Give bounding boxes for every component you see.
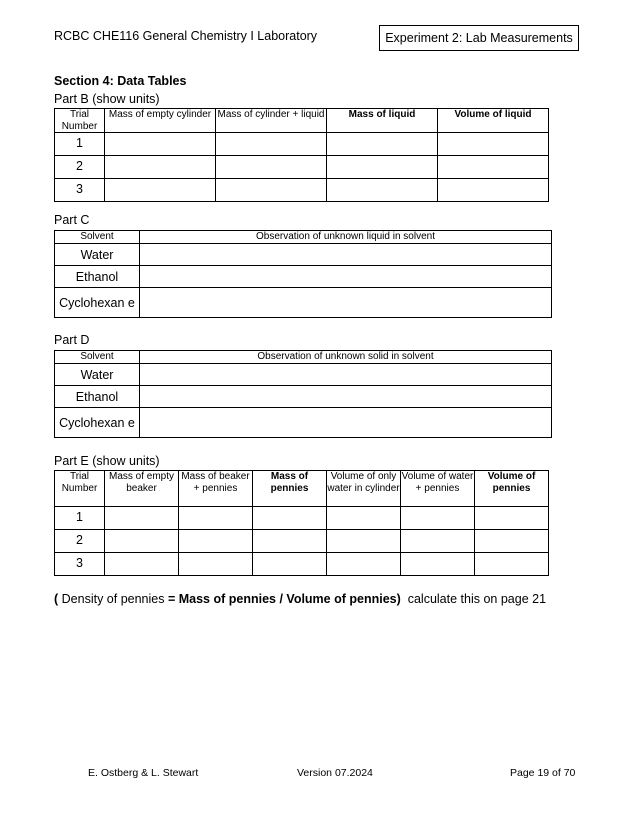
- trial-number: 2: [55, 530, 105, 553]
- header-cell: Mass of cylinder + liquid: [216, 109, 327, 133]
- header-cell: Mass of pennies: [253, 471, 327, 507]
- header-cell: Mass of empty cylinder: [105, 109, 216, 133]
- data-cell[interactable]: [253, 507, 327, 530]
- data-cell[interactable]: [438, 179, 549, 202]
- data-cell[interactable]: [401, 530, 475, 553]
- table-header-row: [55, 471, 549, 507]
- part-d-label: Part D: [54, 333, 90, 347]
- part-c-table: [54, 230, 552, 318]
- data-cell[interactable]: [475, 553, 549, 576]
- table-row: [55, 288, 552, 318]
- data-cell[interactable]: [327, 530, 401, 553]
- data-cell[interactable]: [438, 133, 549, 156]
- data-cell[interactable]: [438, 156, 549, 179]
- course-title: RCBC CHE116 General Chemistry I Laboratory: [54, 29, 318, 43]
- data-cell[interactable]: [105, 553, 179, 576]
- data-cell[interactable]: [105, 156, 216, 179]
- data-cell[interactable]: [216, 156, 327, 179]
- table-row: [55, 530, 549, 553]
- part-b-label: Part B (show units): [54, 92, 160, 106]
- data-cell[interactable]: [105, 179, 216, 202]
- data-cell[interactable]: [216, 133, 327, 156]
- table-row: [55, 179, 549, 202]
- table-header-row: [55, 351, 552, 364]
- trial-number: 1: [55, 507, 105, 530]
- data-cell[interactable]: [401, 553, 475, 576]
- trial-number: 2: [55, 156, 105, 179]
- header-cell: Mass of liquid: [327, 109, 438, 133]
- data-cell[interactable]: [105, 507, 179, 530]
- table-row: [55, 133, 549, 156]
- density-instruction: [54, 592, 546, 606]
- header-cell: Solvent: [55, 351, 140, 364]
- table-row: [55, 266, 552, 288]
- observation-cell[interactable]: [140, 408, 552, 438]
- part-e-table: [54, 470, 549, 576]
- solvent-label: Ethanol: [55, 386, 140, 408]
- solvent-label: Cyclohexan e: [55, 288, 140, 318]
- header-cell: Volume of only water in cylinder: [327, 471, 401, 507]
- footer-page: Page 19 of 70: [510, 767, 576, 779]
- table-row: [55, 408, 552, 438]
- header-cell: Trial Number: [55, 109, 105, 133]
- part-b-table: [54, 108, 549, 202]
- trial-number: 1: [55, 133, 105, 156]
- data-cell[interactable]: [105, 133, 216, 156]
- header-cell: Observation of unknown solid in solvent: [140, 351, 552, 364]
- density-tail: calculate this on page 21: [400, 592, 547, 606]
- density-lead: Density of pennies: [58, 592, 168, 606]
- header-cell: Volume of pennies: [475, 471, 549, 507]
- solvent-label: Water: [55, 364, 140, 386]
- table-row: [55, 364, 552, 386]
- header-cell: Mass of beaker + pennies: [179, 471, 253, 507]
- table-row: [55, 507, 549, 530]
- solvent-label: Cyclohexan e: [55, 408, 140, 438]
- header-cell: Mass of empty beaker: [105, 471, 179, 507]
- header-cell: Volume of liquid: [438, 109, 549, 133]
- part-d-table: [54, 350, 552, 438]
- data-cell[interactable]: [253, 530, 327, 553]
- data-cell[interactable]: [179, 507, 253, 530]
- observation-cell[interactable]: [140, 364, 552, 386]
- data-cell[interactable]: [327, 507, 401, 530]
- table-header-row: [55, 231, 552, 244]
- part-e-label: Part E (show units): [54, 454, 160, 468]
- data-cell[interactable]: [216, 179, 327, 202]
- table-header-row: [55, 109, 549, 133]
- data-cell[interactable]: [327, 179, 438, 202]
- data-cell[interactable]: [179, 553, 253, 576]
- density-open: (: [54, 592, 59, 606]
- footer-version: Version 07.2024: [297, 767, 373, 779]
- header-cell: Observation of unknown liquid in solvent: [140, 231, 552, 244]
- footer-authors: E. Ostberg & L. Stewart: [88, 767, 199, 779]
- part-c-label: Part C: [54, 213, 90, 227]
- section-title: Section 4: Data Tables: [54, 74, 187, 88]
- trial-number: 3: [55, 553, 105, 576]
- data-cell[interactable]: [179, 530, 253, 553]
- data-cell[interactable]: [401, 507, 475, 530]
- observation-cell[interactable]: [140, 288, 552, 318]
- data-cell[interactable]: [327, 553, 401, 576]
- data-cell[interactable]: [253, 553, 327, 576]
- table-row: [55, 553, 549, 576]
- data-cell[interactable]: [475, 507, 549, 530]
- header-cell: Volume of water + pennies: [401, 471, 475, 507]
- solvent-label: Water: [55, 244, 140, 266]
- experiment-title: Experiment 2: Lab Measurements: [379, 25, 579, 51]
- density-formula: = Mass of pennies / Volume of pennies): [167, 592, 401, 606]
- data-cell[interactable]: [327, 133, 438, 156]
- observation-cell[interactable]: [140, 244, 552, 266]
- data-cell[interactable]: [327, 156, 438, 179]
- table-row: [55, 244, 552, 266]
- data-cell[interactable]: [105, 530, 179, 553]
- header-cell: Trial Number: [55, 471, 105, 507]
- table-row: [55, 386, 552, 408]
- trial-number: 3: [55, 179, 105, 202]
- observation-cell[interactable]: [140, 386, 552, 408]
- header-cell: Solvent: [55, 231, 140, 244]
- solvent-label: Ethanol: [55, 266, 140, 288]
- table-row: [55, 156, 549, 179]
- observation-cell[interactable]: [140, 266, 552, 288]
- data-cell[interactable]: [475, 530, 549, 553]
